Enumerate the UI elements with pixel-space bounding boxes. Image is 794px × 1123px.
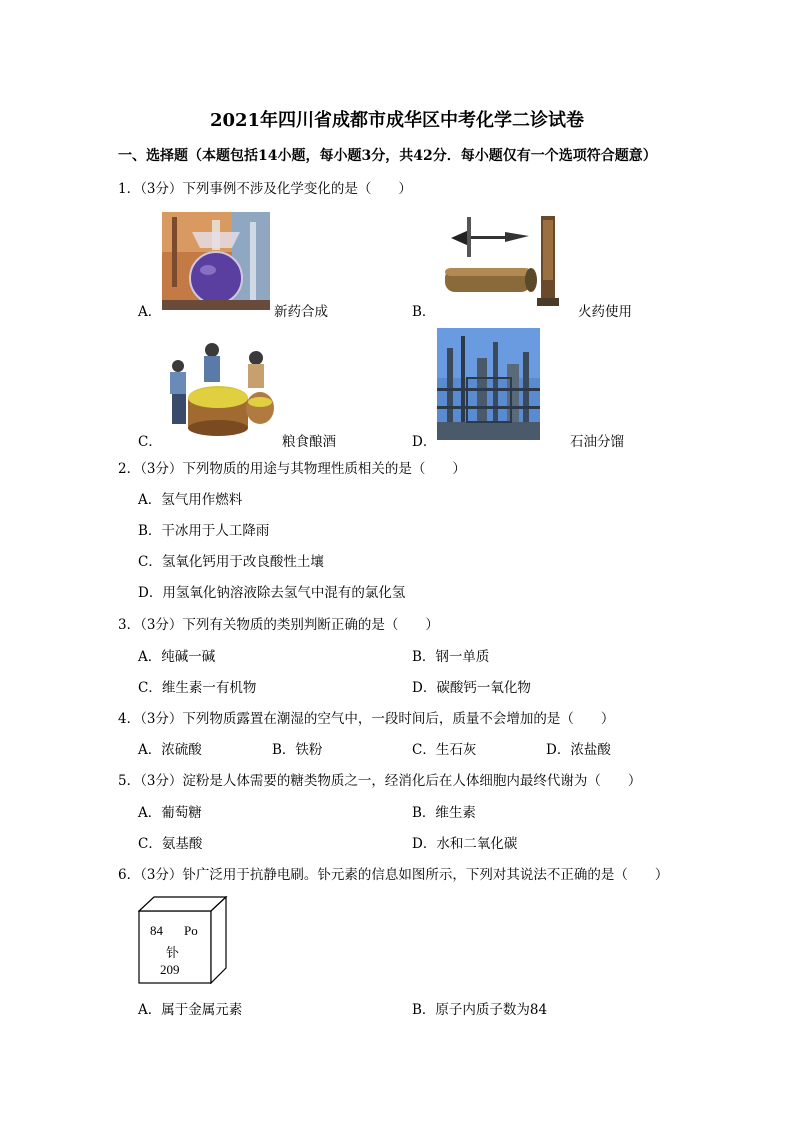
q5-option-c: C．氨基酸 (138, 836, 203, 852)
question-5-stem: 5．（3分）淀粉是人体需要的糖类物质之一，经消化后在人体细胞内最终代谢为（ ） (118, 773, 642, 789)
element-name: 钋 (166, 945, 180, 960)
page-title: 2021年四川省成都市成华区中考化学二诊试卷 (209, 110, 585, 131)
q2-option-b: B．干冰用于人工降雨 (138, 523, 270, 539)
q1-option-d-label: D． (412, 434, 437, 450)
q4-option-b: B．铁粉 (272, 742, 323, 758)
element-atomic-number: 84 (150, 923, 163, 938)
q1-option-b-label: B． (412, 304, 436, 320)
q1-option-a-caption: 新药合成 (274, 304, 328, 320)
q3-option-d: D．碳酸钙一氧化物 (412, 680, 531, 696)
q2-option-a: A．氢气用作燃料 (138, 492, 243, 508)
q1-option-c-caption: 粮食酿酒 (282, 434, 336, 450)
q6-option-b: B．原子内质子数为84 (412, 1002, 548, 1018)
q3-option-b: B．钢一单质 (412, 649, 490, 665)
q4-option-d: D．浓盐酸 (546, 742, 611, 758)
q4-option-c: C．生石灰 (412, 742, 477, 758)
element-symbol: Po (184, 923, 198, 938)
q1-option-a-label: A． (138, 304, 162, 320)
gunpowder-weapons-image (437, 212, 573, 310)
element-atomic-mass: 209 (160, 962, 180, 977)
question-1-stem: 1．（3分）下列事例不涉及化学变化的是（ ） (118, 181, 412, 197)
q6-option-a: A．属于金属元素 (138, 1002, 243, 1018)
q3-option-c: C．维生素一有机物 (138, 680, 257, 696)
q1-option-d-caption: 石油分馏 (570, 434, 624, 450)
q4-option-a: A．浓硫酸 (138, 742, 202, 758)
q5-option-b: B．维生素 (412, 805, 476, 821)
q3-option-a: A．纯碱一碱 (138, 649, 216, 665)
q1-option-b-caption: 火药使用 (578, 304, 632, 320)
question-3-stem: 3．（3分）下列有关物质的类别判断正确的是（ ） (118, 617, 439, 633)
question-6-stem: 6．（3分）钋广泛用于抗静电刷。钋元素的信息如图所示，下列对其说法不正确的是（ ） (118, 867, 669, 883)
question-2-stem: 2．（3分）下列物质的用途与其物理性质相关的是（ ） (118, 461, 466, 477)
question-4-stem: 4．（3分）下列物质露置在潮湿的空气中，一段时间后，质量不会增加的是（ ） (118, 711, 615, 727)
q5-option-d: D．水和二氧化碳 (412, 836, 518, 852)
oil-refinery-image (437, 328, 540, 440)
section-heading: 一、选择题（本题包括14小题，每小题3分，共42分．每小题仅有一个选项符合题意） (118, 148, 657, 164)
flask-synthesis-image (162, 212, 270, 310)
q2-option-d: D．用氢氧化钠溶液除去氢气中混有的氯化氢 (138, 585, 406, 601)
q2-option-c: C．氢氧化钙用于改良酸性土壤 (138, 554, 324, 570)
grain-brewing-image (160, 336, 278, 440)
element-cube-diagram (138, 896, 228, 984)
q1-option-c-label: C． (138, 434, 162, 450)
q5-option-a: A．葡萄糖 (138, 805, 202, 821)
